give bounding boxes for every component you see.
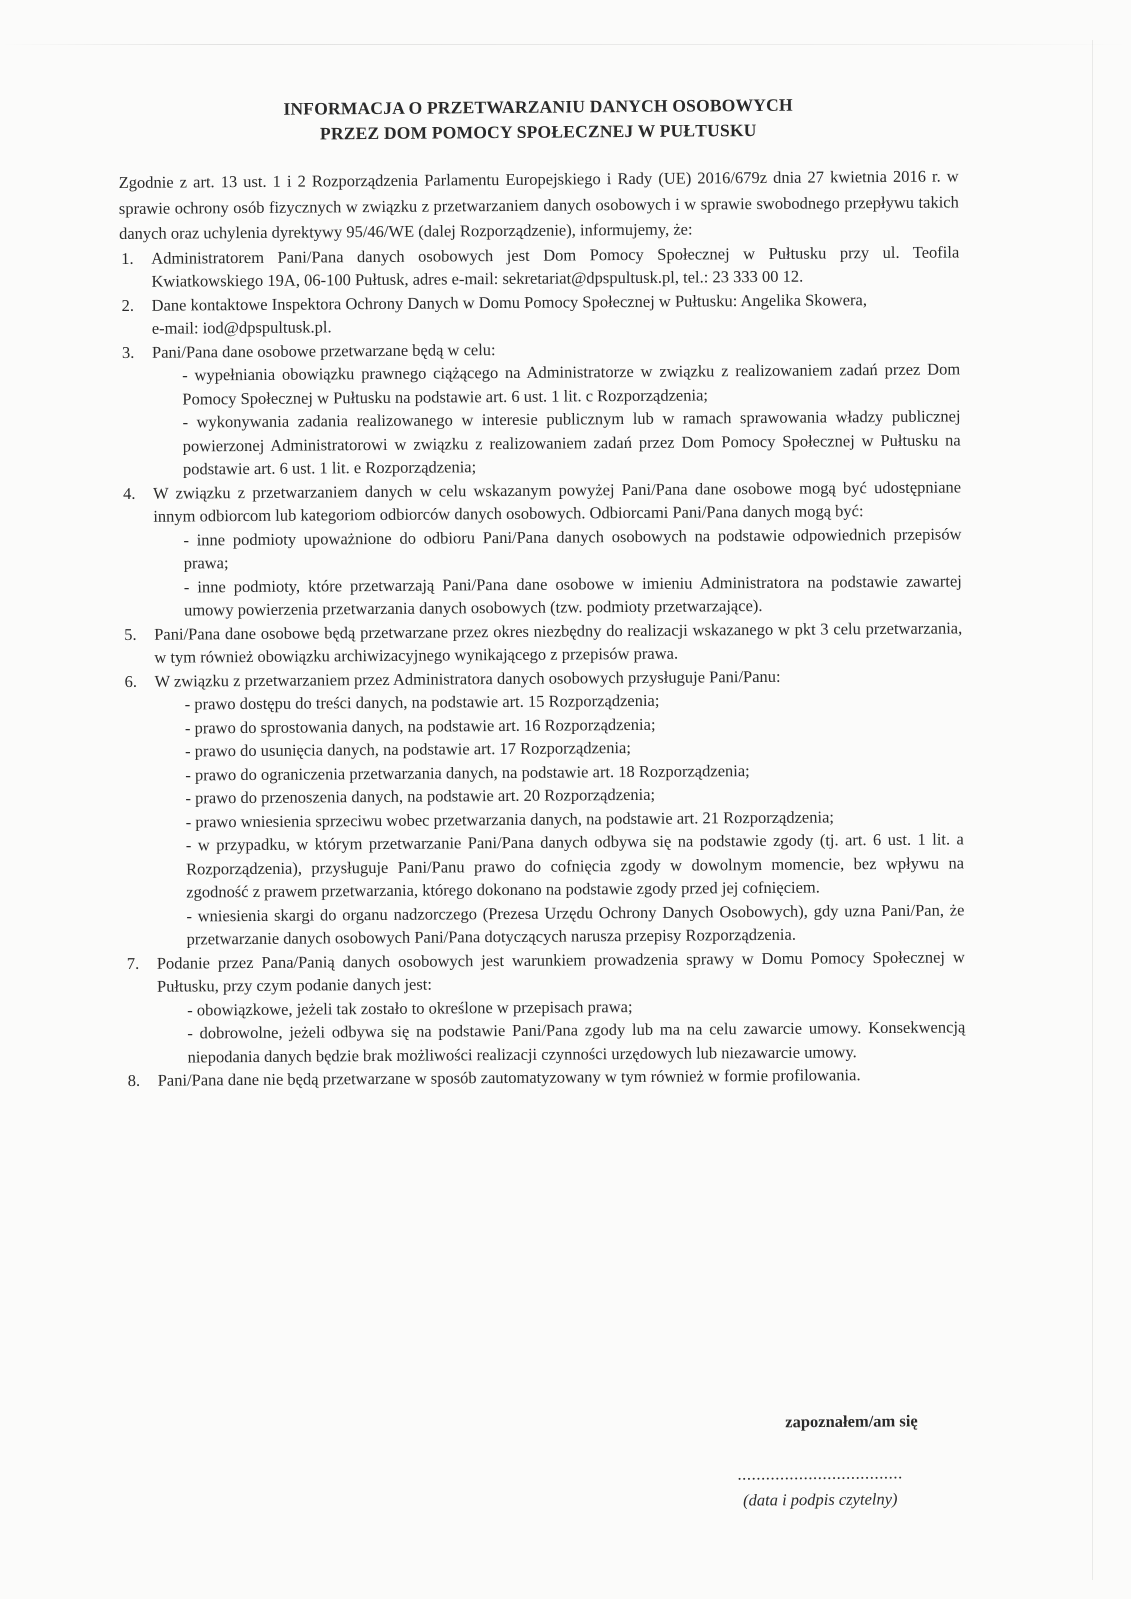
item-text: Dane kontaktowe Inspektora Ochrony Danych w Domu Pomocy Społecznej w Pułtusku: Angelika Skowera, (151, 289, 868, 315)
scan-edge-top (0, 44, 1131, 45)
list-item-3 (120, 334, 961, 482)
item-text: Pani/Pana dane nie będą przetwarzane w sposób zautomatyzowany w tym również w formie profilowania. (157, 1065, 861, 1090)
item-number: 4. (123, 483, 136, 503)
sub-point: - prawo do usunięcia danych, na podstawie art. 17 Rozporządzenia; (185, 737, 632, 761)
sub-point: - inne podmioty upoważnione do odbioru Pani/Pana danych osobowych na podstawie odpowiednich przepisów prawa; (183, 523, 962, 573)
sub-point: - prawo do ograniczenia przetwarzania danych, na podstawie art. 18 Rozporządzenia; (185, 760, 750, 784)
title-line-1: INFORMACJA O PRZETWARZANIU DANYCH OSOBOWYCH (283, 94, 793, 119)
item-number: 5. (124, 624, 137, 644)
title-line-2: PRZEZ DOM POMOCY SPOŁECZNEJ W PUŁTUSKU (319, 119, 757, 144)
sub-point: - prawo dostępu do treści danych, na podstawie art. 15 Rozporządzenia; (184, 690, 660, 714)
item-number: 1. (121, 248, 134, 268)
item-text: W związku z przetwarzaniem danych w celu wskazanym powyżej Pani/Pana dane osobowe mogą być udostępniane innym odbiorcom lub kategoriom odbiorców danych osobowych. Odbiorcami Pani/Pana danych mogą być: (153, 476, 962, 526)
sub-point: - w przypadku, w którym przetwarzanie Pani/Pana danych odbywa się na podstawie zgody (tj. art. 6 ust. 1 lit. a Rozporządzenia), przysługuje Pani/Panu prawo do cofnięcia zgody w dowolnym momencie, bez wpływu na zgodność z prawem przetwarzania, którego dokonano na podstawie zgody przed jej cofnięciem. (185, 829, 965, 902)
sub-point: - prawo wniesienia sprzeciwu wobec przetwarzania danych, na podstawie art. 21 Rozporządzenia; (185, 806, 835, 831)
scan-edge-right (1092, 40, 1093, 1580)
item-number: 3. (121, 342, 135, 362)
sub-point: - prawo do przenoszenia danych, na podstawie art. 20 Rozporządzenia; (185, 784, 656, 808)
item-text: Podanie przez Pana/Panią danych osobowych jest warunkiem prowadzenia sprawy w Domu Pomocy Społecznej w Pułtusku, przy czym podanie danych jest: (156, 946, 965, 996)
numbered-list (119, 240, 966, 1093)
acknowledgement-label: zapoznałem/am się (785, 1411, 918, 1432)
signature-block (700, 1411, 941, 1511)
item-text: Administratorem Pani/Pana danych osobowych jest Dom Pomocy Społecznej w Pułtusku przy ul. Teofila Kwiatkowskiego 19A, 06-100 Pułtusk, adres e-mail: sekretariat@dpspultusk.pl, tel.: 23 333 00 12. (151, 241, 960, 291)
item-number: 8. (127, 1070, 141, 1090)
item-text: Pani/Pana dane osobowe będą przetwarzane przez okres niezbędny do realizacji wskazanego w pkt 3 celu przetwarzania, w tym również obowiązku archiwizacyjnego wynikającego z przepisów prawa. (154, 617, 963, 667)
sub-point: - inne podmioty, które przetwarzają Pani/Pana dane osobowe w imieniu Administratora na podstawie zawartej umowy powierzenia przetwarzania danych osobowych (tzw. podmioty przetwarzające). (183, 570, 962, 620)
document-title (118, 91, 958, 148)
item-text: W związku z przetwarzaniem przez Administratora danych osobowych przysługuje Pani/Panu: (154, 666, 781, 691)
signature-caption: (data i podpis czytelny) (743, 1489, 898, 1510)
list-item-6 (122, 663, 964, 952)
list-item-5 (122, 616, 962, 670)
sub-point: - dobrowolne, jeżeli odbywa się na podstawie Pani/Pana zgody lub ma na celu zawarcie umowy. Konsekwencją niepodania danych będzie brak możliwości realizacji czynności urzędowych lub niezawarcie umowy. (187, 1017, 966, 1066)
item-number: 7. (126, 953, 140, 973)
item-number: 2. (121, 295, 135, 315)
item-email: e-mail: iod@dpspultusk.pl. (151, 317, 332, 338)
intro-paragraph: Zgodnie z art. 13 ust. 1 i 2 Rozporządzenia Parlamentu Europejskiego i Rady (UE) 2016/679z dnia 27 kwietnia 2016 r. w sprawie ochrony osób fizycznych w związku z przetwarzaniem danych osobowych i w sprawie swobodnego przepływu takich danych oraz uchylenia dyrektywy 95/46/WE (dalej Rozporządzenie), informujemy, że: (118, 166, 959, 243)
document-content (118, 91, 966, 1092)
item-text: Pani/Pana dane osobowe przetwarzane będą w celu: (151, 339, 496, 362)
item-number: 6. (124, 671, 138, 691)
sub-point: - wniesienia skargi do organu nadzorczego (Prezesa Urzędu Ochrony Danych Osobowych), gdy uzna Pani/Pan, że przetwarzanie danych osobowych Pani/Pana dotyczących narusza przepisy Rozporządzenia. (186, 899, 965, 949)
sub-point: - prawo do sprostowania danych, na podstawie art. 16 Rozporządzenia; (184, 714, 656, 737)
list-item-1 (119, 240, 959, 294)
list-item-7 (125, 945, 966, 1069)
sub-point: - wypełniania obowiązku prawnego ciążącego na Administratorze w związku z realizowaniem zadań przez Dom Pomocy Społecznej w Pułtusku na podstawie art. 6 ust. 1 lit. c Rozporządzenia; (182, 359, 961, 409)
list-item-2 (120, 287, 960, 341)
sub-point: - wykonywania zadania realizowanego w interesie publicznym lub w ramach sprawowania władzy publicznej powierzonej Administratorowi w związku z realizowaniem zadań przez Dom Pomocy Społecznej w Pułtusku na podstawie art. 6 ust. 1 lit. e Rozporządzenia; (182, 406, 961, 479)
signature-line: ................................... (737, 1463, 903, 1484)
sub-point: - obowiązkowe, jeżeli tak zostało to określone w przepisach prawa; (187, 996, 633, 1019)
list-item-4 (121, 475, 962, 623)
